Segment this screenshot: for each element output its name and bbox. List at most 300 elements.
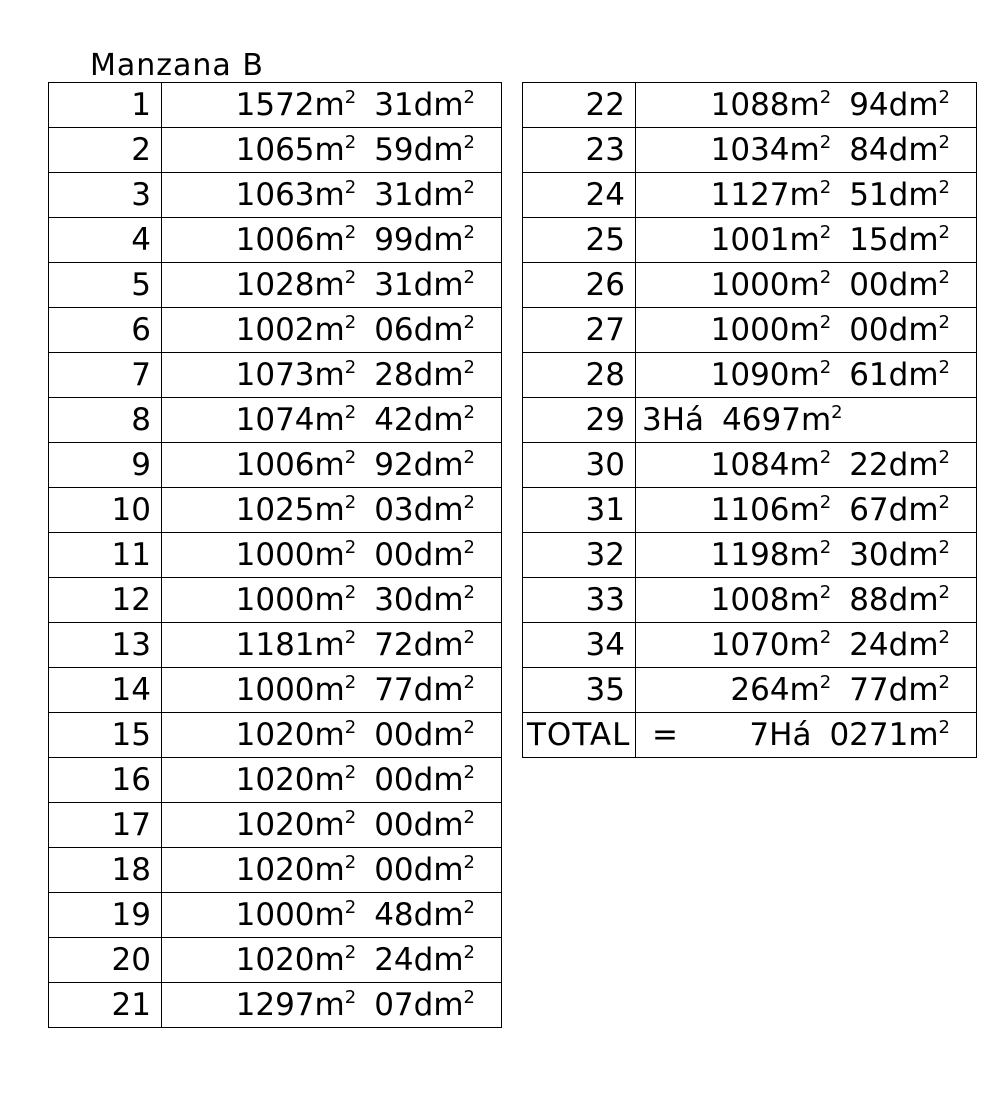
dm-unit <box>414 87 475 123</box>
superscript-2: 2 <box>463 582 475 603</box>
superscript-2: 2 <box>463 987 475 1008</box>
m-unit-text: m <box>314 132 345 168</box>
table-row <box>523 128 977 173</box>
lot-area <box>162 533 502 578</box>
superscript-2: 2 <box>463 177 475 198</box>
lot-number: 34 <box>523 623 636 668</box>
dm-unit <box>414 807 475 843</box>
lot-number: 17 <box>49 803 162 848</box>
superscript-2: 2 <box>463 942 475 963</box>
lot-area <box>162 713 502 758</box>
dm-unit-text: dm <box>413 672 464 708</box>
lot-number: 12 <box>49 578 162 623</box>
superscript-2: 2 <box>819 582 832 603</box>
lot-area <box>162 803 502 848</box>
superscript-2: 2 <box>938 87 950 108</box>
dm-unit <box>889 177 950 213</box>
superscript-2: 2 <box>938 312 950 333</box>
m-unit <box>790 357 832 393</box>
lot-number: 18 <box>49 848 162 893</box>
area-dm2-value: 00 <box>374 807 414 843</box>
dm-unit <box>414 357 475 393</box>
area-dm2-value: 84 <box>849 132 889 168</box>
lot-area <box>636 308 977 353</box>
area-m2-value: 1297 <box>235 987 315 1023</box>
m-unit-text: m <box>789 447 820 483</box>
lot-number: 22 <box>523 83 636 128</box>
dm-unit-text: dm <box>888 537 939 573</box>
superscript-2: 2 <box>344 717 357 738</box>
table-row <box>523 488 977 533</box>
lot-number: 35 <box>523 668 636 713</box>
table-row <box>49 128 502 173</box>
lot-area <box>162 128 502 173</box>
dm-unit <box>889 312 950 348</box>
area-m2-value: 1198 <box>710 537 790 573</box>
lot-number: 32 <box>523 533 636 578</box>
table-row <box>523 533 977 578</box>
m-unit-text: m <box>789 357 820 393</box>
lot-area <box>162 353 502 398</box>
dm-unit <box>889 267 950 303</box>
area-m2-value: 1000 <box>235 582 315 618</box>
lot-number: 2 <box>49 128 162 173</box>
area-m2-value: 1063 <box>235 177 315 213</box>
dm-unit <box>889 492 950 528</box>
m-unit-text: m <box>314 852 345 888</box>
dm-unit <box>889 87 950 123</box>
table-row <box>523 353 977 398</box>
lot-number: 1 <box>49 83 162 128</box>
area-dm2-value: 22 <box>849 447 889 483</box>
lot-area <box>162 848 502 893</box>
lots-table-right-body <box>523 83 977 758</box>
dm-unit-text: dm <box>413 627 464 663</box>
lot-area <box>162 83 502 128</box>
lot-area <box>636 533 977 578</box>
area-dm2-value: 30 <box>374 582 414 618</box>
superscript-2: 2 <box>463 357 475 378</box>
table-row <box>523 623 977 668</box>
superscript-2: 2 <box>463 267 475 288</box>
dm-unit-text: dm <box>888 222 939 258</box>
superscript-2: 2 <box>938 582 950 603</box>
area-m2-value: 1002 <box>235 312 315 348</box>
m-unit <box>315 897 357 933</box>
m-unit <box>315 807 357 843</box>
superscript-2: 2 <box>819 672 832 693</box>
dm-unit <box>414 852 475 888</box>
superscript-2: 2 <box>938 627 950 648</box>
lot-number: 6 <box>49 308 162 353</box>
table-row <box>49 983 502 1028</box>
area-m2-value: 1088 <box>710 87 790 123</box>
table-row <box>523 83 977 128</box>
m-unit <box>315 762 357 798</box>
superscript-2: 2 <box>463 807 475 828</box>
m-unit <box>315 267 357 303</box>
m-unit <box>315 582 357 618</box>
dm-unit-text: dm <box>413 177 464 213</box>
superscript-2: 2 <box>344 132 357 153</box>
superscript-2: 2 <box>344 447 357 468</box>
area-dm2-value: 00 <box>849 267 889 303</box>
superscript-2: 2 <box>463 492 475 513</box>
area-dm2-value: 72 <box>374 627 414 663</box>
area-hectares: 3Há <box>642 402 705 438</box>
dm-unit <box>889 222 950 258</box>
area-dm2-value: 51 <box>849 177 889 213</box>
dm-unit-text: dm <box>888 357 939 393</box>
dm-unit <box>889 537 950 573</box>
area-dm2-value: 88 <box>849 582 889 618</box>
dm-unit-text: dm <box>888 672 939 708</box>
m-unit-text: m <box>789 492 820 528</box>
dm-unit <box>414 987 475 1023</box>
area-m2-value: 1020 <box>235 717 315 753</box>
area-m2-value: 1028 <box>235 267 315 303</box>
m-unit <box>315 447 357 483</box>
table-row <box>523 443 977 488</box>
dm-unit <box>414 312 475 348</box>
lot-number: 9 <box>49 443 162 488</box>
lot-number: 13 <box>49 623 162 668</box>
lot-number: 3 <box>49 173 162 218</box>
dm-unit <box>414 627 475 663</box>
m-unit-text: m <box>789 87 820 123</box>
m-unit-text: m <box>789 222 820 258</box>
m-unit-text: m <box>314 987 345 1023</box>
area-dm2-value: 30 <box>849 537 889 573</box>
lot-area <box>162 308 502 353</box>
lot-area <box>636 488 977 533</box>
m-unit-text: m <box>314 672 345 708</box>
dm-unit-text: dm <box>413 492 464 528</box>
table-row <box>523 398 977 443</box>
area-dm2-value: 77 <box>849 672 889 708</box>
m-unit <box>790 627 832 663</box>
dm-unit <box>414 132 475 168</box>
superscript-2: 2 <box>344 537 357 558</box>
area-m2-value: 1006 <box>235 222 315 258</box>
dm-unit-text: dm <box>413 132 464 168</box>
lot-number: 10 <box>49 488 162 533</box>
dm-unit-text: dm <box>413 807 464 843</box>
table-row <box>49 308 502 353</box>
superscript-2: 2 <box>463 762 475 783</box>
m-unit <box>315 627 357 663</box>
dm-unit <box>889 672 950 708</box>
lot-area <box>636 443 977 488</box>
area-m2-value: 1181 <box>235 627 315 663</box>
lot-number: 11 <box>49 533 162 578</box>
m-unit-text: m <box>314 807 345 843</box>
dm-unit-text: dm <box>888 132 939 168</box>
lot-area <box>636 578 977 623</box>
m-unit <box>908 717 950 753</box>
lot-number: 26 <box>523 263 636 308</box>
dm-unit-text: dm <box>413 987 464 1023</box>
m-unit <box>315 852 357 888</box>
table-row <box>49 668 502 713</box>
lot-area <box>162 263 502 308</box>
m-unit <box>790 132 832 168</box>
m-unit-text: m <box>789 672 820 708</box>
superscript-2: 2 <box>344 762 357 783</box>
superscript-2: 2 <box>463 537 475 558</box>
m-unit-text: m <box>314 222 345 258</box>
area-dm2-value: 00 <box>374 762 414 798</box>
lot-area <box>636 128 977 173</box>
superscript-2: 2 <box>938 492 950 513</box>
lot-number: 20 <box>49 938 162 983</box>
table-row <box>49 533 502 578</box>
dm-unit-text: dm <box>888 177 939 213</box>
dm-unit <box>414 177 475 213</box>
superscript-2: 2 <box>819 537 832 558</box>
m-unit <box>315 537 357 573</box>
lot-area <box>636 173 977 218</box>
superscript-2: 2 <box>344 852 357 873</box>
superscript-2: 2 <box>938 222 950 243</box>
dm-unit-text: dm <box>413 582 464 618</box>
m-unit-text: m <box>314 897 345 933</box>
area-dm2-value: 00 <box>374 717 414 753</box>
table-row <box>49 398 502 443</box>
m-unit <box>315 492 357 528</box>
area-m2-value: 1084 <box>710 447 790 483</box>
dm-unit-text: dm <box>413 717 464 753</box>
area-m2-value: 1572 <box>235 87 315 123</box>
lot-area <box>636 353 977 398</box>
table-row <box>49 353 502 398</box>
superscript-2: 2 <box>344 582 357 603</box>
lots-table-left <box>48 82 502 1028</box>
dm-unit-text: dm <box>413 87 464 123</box>
m-unit-text: m <box>314 267 345 303</box>
area-dm2-value: 42 <box>374 402 414 438</box>
dm-unit-text: dm <box>888 447 939 483</box>
area-dm2-value: 59 <box>374 132 414 168</box>
total-value <box>636 713 977 758</box>
m-unit <box>790 267 832 303</box>
area-m2-value: 1074 <box>235 402 315 438</box>
dm-unit <box>414 402 475 438</box>
superscript-2: 2 <box>344 897 357 918</box>
area-m2-value: 1008 <box>710 582 790 618</box>
lot-area <box>162 578 502 623</box>
lot-area <box>162 938 502 983</box>
superscript-2: 2 <box>819 267 832 288</box>
dm-unit-text: dm <box>413 357 464 393</box>
m-unit-text: m <box>789 132 820 168</box>
area-dm2-value: 94 <box>849 87 889 123</box>
superscript-2: 2 <box>819 177 832 198</box>
superscript-2: 2 <box>344 987 357 1008</box>
m-unit-text: m <box>314 717 345 753</box>
superscript-2: 2 <box>938 357 950 378</box>
area-dm2-value: 28 <box>374 357 414 393</box>
table-row <box>49 83 502 128</box>
table-row <box>523 263 977 308</box>
table-row <box>49 803 502 848</box>
lot-number: 24 <box>523 173 636 218</box>
superscript-2: 2 <box>938 177 950 198</box>
area-m2-value: 1106 <box>710 492 790 528</box>
superscript-2: 2 <box>819 357 832 378</box>
area-dm2-value: 24 <box>374 942 414 978</box>
superscript-2: 2 <box>344 177 357 198</box>
m-unit <box>315 717 357 753</box>
area-m2-value: 1090 <box>710 357 790 393</box>
m-unit <box>315 177 357 213</box>
lot-number: 16 <box>49 758 162 803</box>
m-unit-text: m <box>314 762 345 798</box>
area-dm2-value: 00 <box>374 537 414 573</box>
superscript-2: 2 <box>344 267 357 288</box>
superscript-2: 2 <box>463 627 475 648</box>
superscript-2: 2 <box>463 447 475 468</box>
table-row <box>49 893 502 938</box>
dm-unit <box>414 942 475 978</box>
area-dm2-value: 00 <box>849 312 889 348</box>
m-unit <box>790 582 832 618</box>
superscript-2: 2 <box>463 132 475 153</box>
area-m2-value: 1073 <box>235 357 315 393</box>
m-unit <box>315 672 357 708</box>
dm-unit-text: dm <box>413 447 464 483</box>
table-row <box>49 623 502 668</box>
superscript-2: 2 <box>463 717 475 738</box>
dm-unit <box>414 267 475 303</box>
superscript-2: 2 <box>819 132 832 153</box>
m-unit-text: m <box>314 627 345 663</box>
superscript-2: 2 <box>344 402 357 423</box>
dm-unit <box>889 132 950 168</box>
dm-unit-text: dm <box>413 267 464 303</box>
superscript-2: 2 <box>344 87 357 108</box>
dm-unit-text: dm <box>888 267 939 303</box>
dm-unit <box>889 582 950 618</box>
table-row <box>49 848 502 893</box>
lot-area <box>636 83 977 128</box>
lot-area <box>162 443 502 488</box>
area-dm2-value: 03 <box>374 492 414 528</box>
dm-unit <box>414 582 475 618</box>
area-m2-value: 1070 <box>710 627 790 663</box>
m-unit <box>315 132 357 168</box>
lot-area <box>162 398 502 443</box>
m-unit-text: m <box>314 87 345 123</box>
lot-area <box>162 623 502 668</box>
area-dm2-value: 00 <box>374 852 414 888</box>
m-unit <box>790 87 832 123</box>
area-dm2-value: 61 <box>849 357 889 393</box>
area-m2-value: 264 <box>730 672 790 708</box>
area-dm2-value: 07 <box>374 987 414 1023</box>
dm-unit <box>414 492 475 528</box>
lot-area <box>636 218 977 263</box>
table-row <box>49 488 502 533</box>
superscript-2: 2 <box>938 132 950 153</box>
superscript-2: 2 <box>344 357 357 378</box>
m-unit <box>315 222 357 258</box>
superscript-2: 2 <box>938 672 950 693</box>
m-unit-text: m <box>314 402 345 438</box>
lot-number: 4 <box>49 218 162 263</box>
page-title: Manzana B <box>90 48 264 83</box>
m-unit-text: m <box>314 942 345 978</box>
dm-unit-text: dm <box>413 312 464 348</box>
m-unit <box>790 447 832 483</box>
m-unit <box>315 987 357 1023</box>
lots-table-right <box>522 82 977 758</box>
lot-number: 14 <box>49 668 162 713</box>
m-unit <box>790 222 832 258</box>
lot-number: 8 <box>49 398 162 443</box>
dm-unit-text: dm <box>413 222 464 258</box>
superscript-2: 2 <box>344 942 357 963</box>
m-unit-text: m <box>314 357 345 393</box>
area-m2-value: 1025 <box>235 492 315 528</box>
superscript-2: 2 <box>463 87 475 108</box>
m-unit <box>790 312 832 348</box>
m-unit-text: m <box>314 312 345 348</box>
area-dm2-value: 24 <box>849 627 889 663</box>
dm-unit <box>414 447 475 483</box>
m-unit-text: m <box>314 537 345 573</box>
lot-number: 33 <box>523 578 636 623</box>
dm-unit <box>414 222 475 258</box>
dm-unit-text: dm <box>413 897 464 933</box>
area-dm2-value: 31 <box>374 87 414 123</box>
lot-number: 21 <box>49 983 162 1028</box>
superscript-2: 2 <box>819 312 832 333</box>
superscript-2: 2 <box>831 402 843 423</box>
lot-area <box>162 893 502 938</box>
dm-unit <box>414 762 475 798</box>
area-m2-value: 1020 <box>235 942 315 978</box>
m-unit <box>315 87 357 123</box>
superscript-2: 2 <box>344 492 357 513</box>
table-row <box>49 938 502 983</box>
area-dm2-value: 06 <box>374 312 414 348</box>
total-m2-value: 0271 <box>829 717 909 753</box>
m-unit <box>790 672 832 708</box>
m-unit-text: m <box>314 582 345 618</box>
dm-unit <box>414 672 475 708</box>
area-m2-value: 1034 <box>710 132 790 168</box>
table-row <box>49 578 502 623</box>
superscript-2: 2 <box>463 312 475 333</box>
dm-unit-text: dm <box>413 762 464 798</box>
equals-sign: = <box>652 717 678 753</box>
lot-number: 15 <box>49 713 162 758</box>
m-unit-text: m <box>314 492 345 528</box>
superscript-2: 2 <box>819 492 832 513</box>
area-m2-value: 4697 <box>722 402 801 438</box>
m-unit-text: m <box>789 627 820 663</box>
m-unit <box>790 492 832 528</box>
table-row <box>523 308 977 353</box>
m-unit <box>315 942 357 978</box>
lot-number: 19 <box>49 893 162 938</box>
lot-area <box>162 983 502 1028</box>
dm-unit-text: dm <box>888 312 939 348</box>
lot-area <box>162 218 502 263</box>
m-unit-text: m <box>789 267 820 303</box>
m-unit-text: m <box>314 177 345 213</box>
